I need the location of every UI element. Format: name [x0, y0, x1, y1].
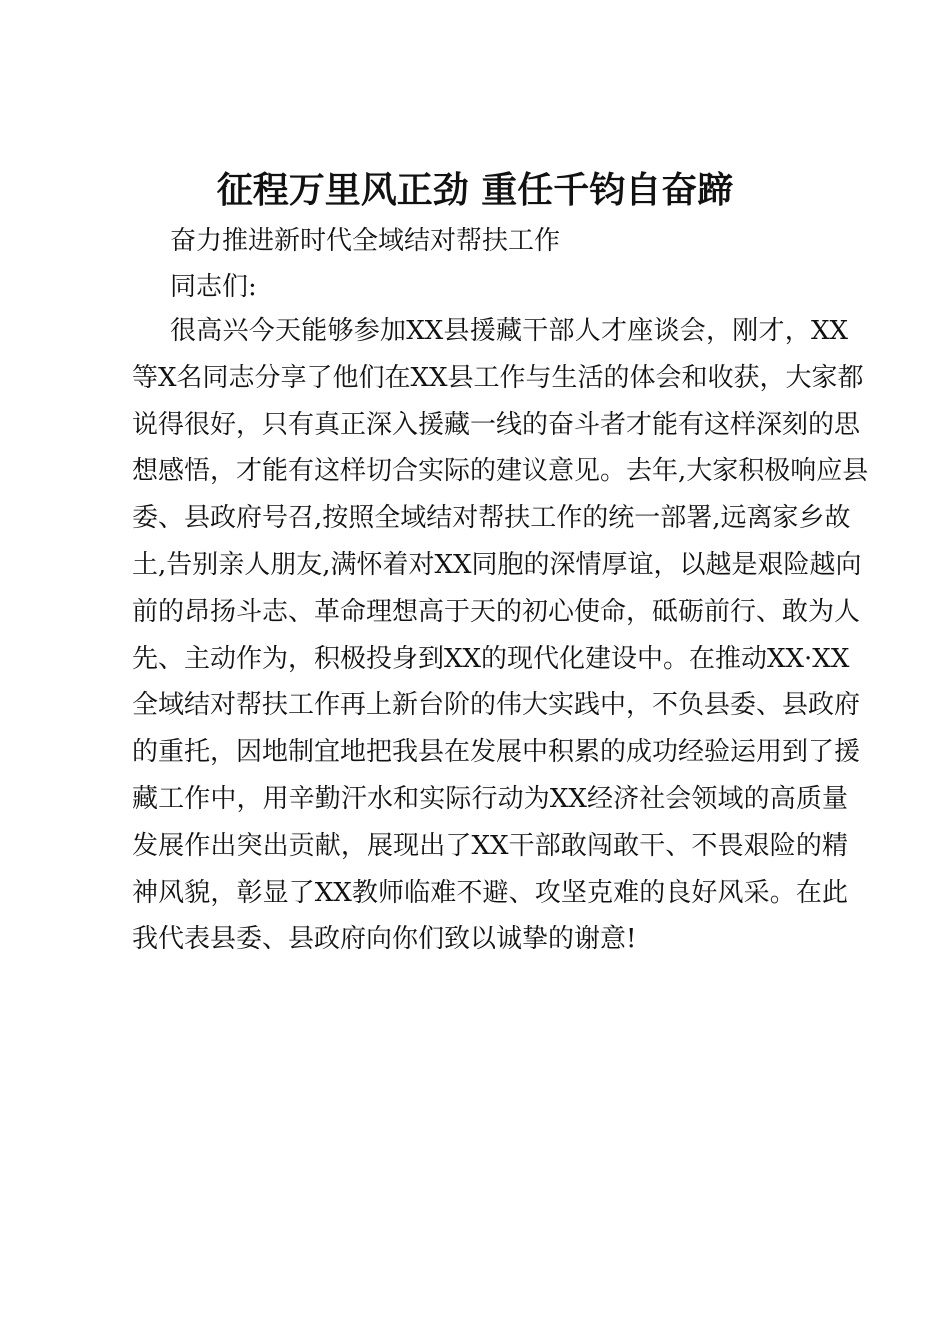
- body-line: 前的昂扬斗志、革命理想高于天的初心使命，砥砺前行、敢为人: [132, 596, 861, 627]
- body-line: 土,告别亲人朋友,满怀着对XX同胞的深情厚谊，以越是艰险越向: [132, 550, 862, 580]
- body-line: 委、县政府号召,按照全域结对帮扶工作的统一部署,远离家乡故: [132, 503, 851, 534]
- body-line: 先、主动作为，积极投身到XX的现代化建设中。在推动XX·XX: [132, 643, 850, 674]
- body-line: 想感悟，才能有这样切合实际的建议意见。去年,大家积极响应县: [132, 456, 869, 487]
- body-line: 全域结对帮扶工作再上新台阶的伟大实践中，不负县委、县政府: [132, 690, 861, 721]
- salutation: 同志们:: [170, 272, 257, 302]
- body-line: 神风貌，彰显了XX教师临难不避、攻坚克难的良好风采。在此: [132, 877, 848, 908]
- document-title: 征程万里风正劲 重任千钧自奋蹄: [216, 169, 734, 211]
- body-line: 等X名同志分享了他们在XX县工作与生活的体会和收获，大家都: [132, 362, 864, 393]
- body-line: 的重托，因地制宜地把我县在发展中积累的成功经验运用到了援: [132, 737, 861, 768]
- body-line: 我代表县委、县政府向你们致以诚挚的谢意!: [132, 924, 637, 955]
- body-line: 藏工作中，用辛勤汗水和实际行动为XX经济社会领域的高质量: [132, 784, 848, 814]
- body-line: 说得很好，只有真正深入援藏一线的奋斗者才能有这样深刻的思: [132, 409, 861, 440]
- body-line: 很高兴今天能够参加XX县援藏干部人才座谈会，刚才，XX: [170, 316, 848, 346]
- body-line: 发展作出突出贡献，展现出了XX干部敢闯敢干、不畏艰险的精: [132, 830, 848, 861]
- document-subtitle: 奋力推进新时代全域结对帮扶工作: [170, 226, 561, 256]
